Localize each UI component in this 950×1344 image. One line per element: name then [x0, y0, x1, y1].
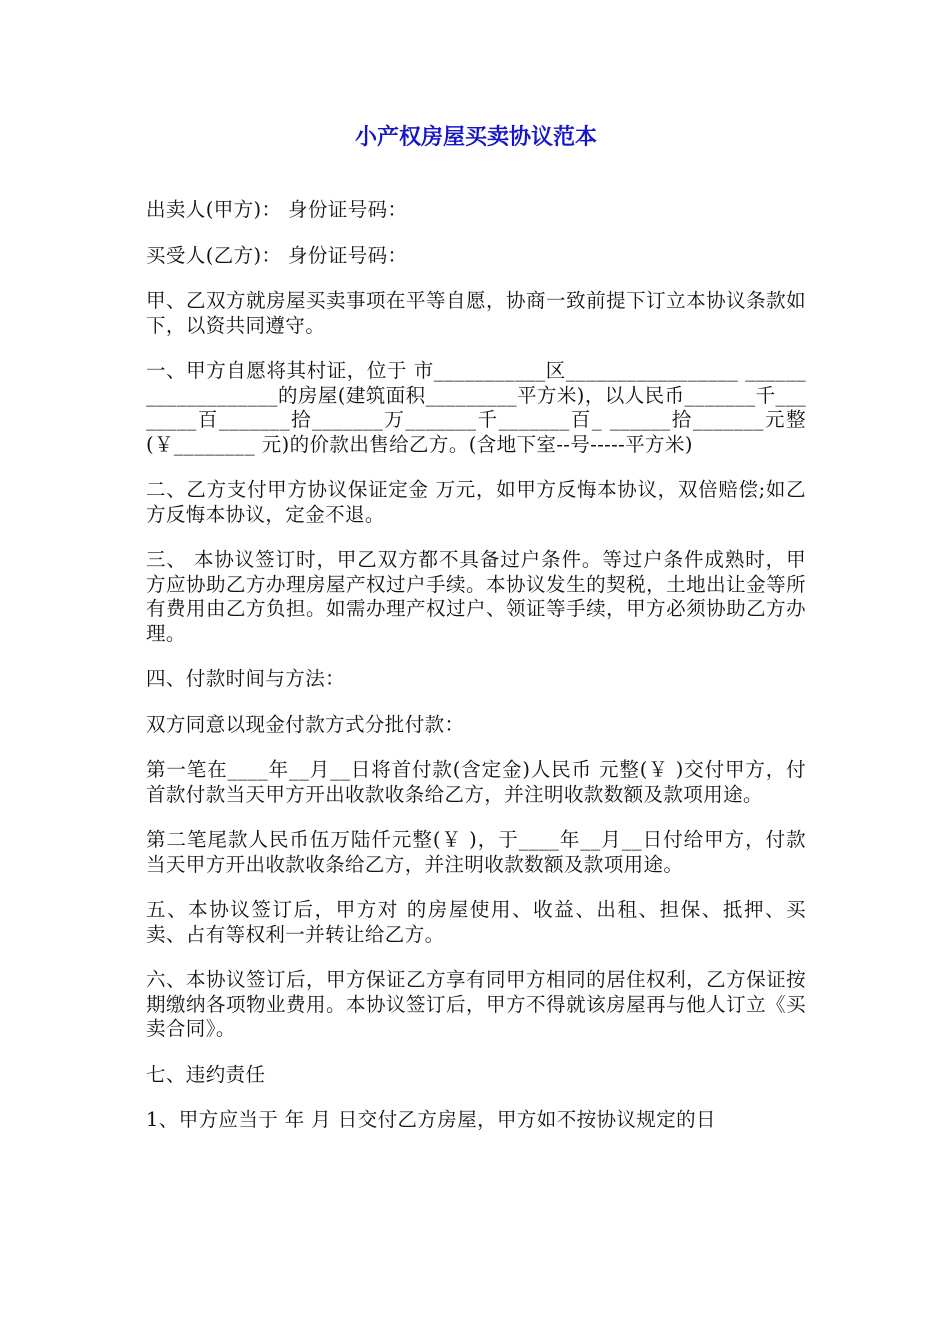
clause-5-paragraph: 五、本协议签订后，甲方对 的房屋使用、收益、出租、担保、抵押、买卖、占有等权利一并转让给乙方。	[146, 898, 806, 946]
clause-7-heading: 七、违约责任	[146, 1062, 266, 1086]
clause-1-paragraph: 一、甲方自愿将其村证，位于 市___________区_________________ ___________________的房屋(建筑面积_________平方米)，以人民币_______千________百_______拾_______万_______千_______百_ ______拾_______元整(￥________ 元)的价款出售给乙方。(含地下室--号-----平方米)	[146, 359, 806, 456]
final-payment-paragraph: 第二笔尾款人民币伍万陆仟元整(￥ )，于____年__月__日付给甲方，付款当天甲方开出收款收条给乙方，并注明收款数额及款项用途。	[146, 828, 806, 876]
document-page	[146, 118, 806, 1154]
clause-3-paragraph: 三、 本协议签订时，甲乙双方都不具备过户条件。等过户条件成熟时，甲方应协助乙方办理房屋产权过户手续。本协议发生的契税，土地出让金等所有费用由乙方负担。如需办理产权过户、领证等手续，甲方必须协助乙方办理。	[146, 548, 806, 645]
buyer-line: 买受人(乙方)： 身份证号码：	[146, 243, 408, 267]
clause-7-item-1: 1、甲方应当于 年 月 日交付乙方房屋，甲方如不按协议规定的日	[146, 1108, 716, 1131]
payment-method-paragraph: 双方同意以现金付款方式分批付款：	[146, 712, 465, 736]
first-payment-paragraph: 第一笔在____年__月__日将首付款(含定金)人民币 元整(￥ )交付甲方，付首款付款当天甲方开出收款收条给乙方，并注明收款数额及款项用途。	[146, 758, 806, 806]
seller-line: 出卖人(甲方)： 身份证号码：	[146, 198, 408, 221]
document-title: 小产权房屋买卖协议范本	[354, 125, 597, 150]
clause-2-paragraph: 二、乙方支付甲方协议保证定金 万元，如甲方反悔本协议，双倍赔偿;如乙方反悔本协议，定金不退。	[146, 478, 806, 526]
preamble-paragraph: 甲、乙双方就房屋买卖事项在平等自愿，协商一致前提下订立本协议条款如下，以资共同遵守。	[146, 289, 806, 337]
clause-6-paragraph: 六、本协议签订后，甲方保证乙方享有同甲方相同的居住权利，乙方保证按期缴纳各项物业费用。本协议签订后，甲方不得就该房屋再与他人订立《买卖合同》。	[146, 968, 806, 1040]
clause-4-heading: 四、付款时间与方法：	[146, 667, 346, 690]
